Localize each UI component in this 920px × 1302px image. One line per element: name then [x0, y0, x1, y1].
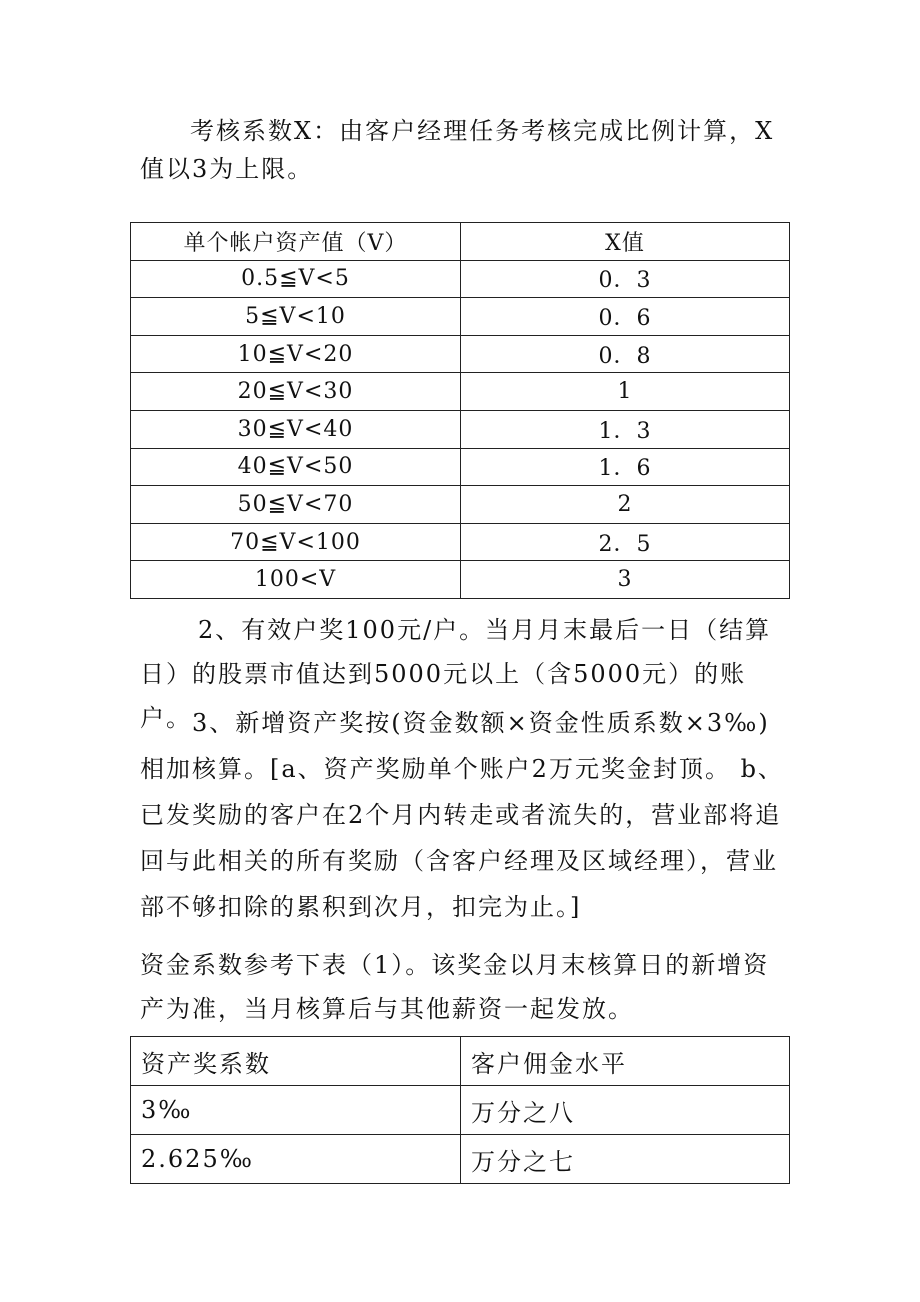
header-commission-level: 客户佣金水平 [461, 1037, 790, 1086]
table-header-row [131, 1037, 790, 1086]
table-row [131, 260, 790, 298]
x-cell: 1 [461, 373, 790, 411]
range-cell: 20≦V<30 [131, 373, 461, 411]
table-row [131, 1135, 790, 1184]
table-row [131, 1086, 790, 1135]
range-cell: 30≦V<40 [131, 410, 461, 448]
coefficient-table [130, 222, 790, 599]
table-row [131, 298, 790, 336]
section-2-paragraph: 2、有效户奖100元/户。当月月末最后一日（结算日）的股票市值达到5000元以上（含5000元）的账户。 [140, 616, 772, 732]
x-cell: 1．3 [461, 410, 790, 448]
coefficient-cell: 2.625‰ [131, 1135, 461, 1184]
x-cell: 3 [461, 561, 790, 599]
table-row [131, 335, 790, 373]
header-asset-coefficient: 资产奖系数 [131, 1037, 461, 1086]
x-cell: 1．6 [461, 448, 790, 486]
intro-paragraph: 考核系数X：由客户经理任务考核完成比例计算，X值以3为上限。 [140, 117, 775, 183]
x-cell: 0．6 [461, 298, 790, 336]
range-cell: 100<V [131, 561, 461, 599]
commission-cell: 万分之七 [461, 1135, 790, 1184]
table-row [131, 448, 790, 486]
range-cell: 70≦V<100 [131, 523, 461, 561]
ratio-table [130, 1036, 790, 1184]
coefficient-cell: 3‰ [131, 1086, 461, 1135]
table-row [131, 373, 790, 411]
x-cell: 0．3 [461, 260, 790, 298]
header-asset-value: 单个帐户资产值（V） [131, 223, 461, 261]
commission-cell: 万分之八 [461, 1086, 790, 1135]
range-cell: 50≦V<70 [131, 486, 461, 524]
section-3-paragraph: 3、新增资产奖按(资金数额×资金性质系数×3‰)相加核算。[a、资产奖励单个账户2万元奖金封顶。 b、已发奖励的客户在2个月内转走或者流失的，营业部将追回与此相关的所有奖励（含客户经理及区域经理），营业部不够扣除的累积到次月，扣完为止。] [140, 709, 784, 921]
range-cell: 40≦V<50 [131, 448, 461, 486]
table-row [131, 523, 790, 561]
range-cell: 10≦V<20 [131, 335, 461, 373]
table-header-row [131, 223, 790, 261]
range-cell: 0.5≦V<5 [131, 260, 461, 298]
note-paragraph: 资金系数参考下表（1）。该奖金以月末核算日的新增资产为准，当月核算后与其他薪资一起发放。 [140, 951, 770, 1023]
x-cell: 2．5 [461, 523, 790, 561]
x-cell: 2 [461, 486, 790, 524]
header-x-value: X值 [461, 223, 790, 261]
range-cell: 5≦V<10 [131, 298, 461, 336]
x-cell: 0．8 [461, 335, 790, 373]
table-row [131, 410, 790, 448]
table-row [131, 561, 790, 599]
table-row [131, 486, 790, 524]
